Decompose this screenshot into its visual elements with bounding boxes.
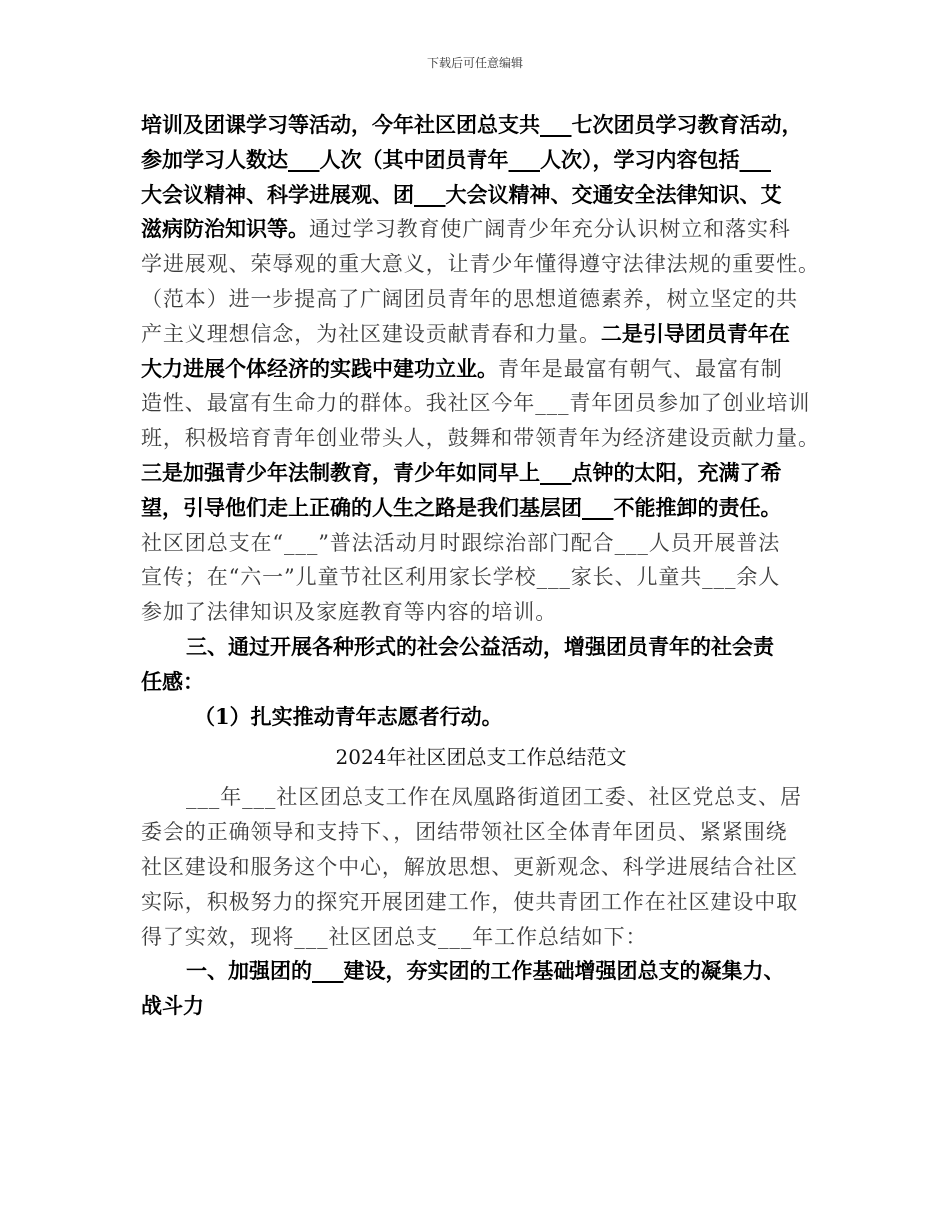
paragraph-line <box>141 212 821 247</box>
paragraph-line: （范本）进一步提高了广阔团员青年的思想道德素养，树立坚定的共 <box>141 286 798 311</box>
paragraph-line: 宣传；在“六一”儿童节社区利用家长学校___家长、儿童共___余人 <box>141 565 781 590</box>
paragraph-line: 参加学习人数达___人次（其中团员青年___人次），学习内容包括___ <box>141 146 771 172</box>
subsection-heading: （1）扎实推动青年志愿者行动。 <box>194 703 503 729</box>
paragraph-line: 社区建设和服务这个中心，解放思想、更新观念、科学进展结合社区 <box>141 854 798 879</box>
normal-run: 青年是最富有朝气、最富有制 <box>498 356 783 381</box>
page-header: 下载后可任意编辑 <box>426 56 523 70</box>
paragraph-line <box>141 317 821 352</box>
paragraph-line <box>141 352 821 387</box>
paragraph-line: 造性、最富有生命力的群体。我社区今年___青年团员参加了创业培训 <box>141 391 811 416</box>
section-heading: 一、加强团的___建设，夯实团的工作基础增强团总支的凝集力、 <box>186 958 785 984</box>
section-heading: 任感： <box>141 668 204 694</box>
paragraph-line: 社区团总支在“___”普法活动月时跟综治部门配合___人员开展普法 <box>141 530 781 555</box>
paragraph-line: 委会的正确领导和支持下、，团结带领社区全体青年团员、紧紧围绕 <box>141 820 788 845</box>
normal-run: 通过学习教育使广阔青少年充分认识树立和落实科 <box>309 217 791 242</box>
bold-run: 大力进展个体经济的实践中建功立业。 <box>141 355 498 381</box>
paragraph-line: 大会议精神、科学进展观、团___大会议精神、交通安全法律知识、艾 <box>141 181 782 207</box>
paragraph-line: 班，积极培育青年创业带头人，鼓舞和带领青年为经济建设贡献力量。 <box>141 426 820 451</box>
paragraph-line: 得了实效，现将___社区团总支___年工作总结如下： <box>141 924 648 949</box>
normal-run: 产主义理想信念，为社区建设贡献青春和力量。 <box>141 321 601 346</box>
document-body <box>141 108 821 1024</box>
paragraph-line: 实际，积极努力的探究开展团建工作，使共青团工作在社区建设中取 <box>141 889 798 914</box>
section-heading: 三、通过开展各种形式的社会公益活动，增强团员青年的社会责 <box>186 633 774 659</box>
bold-run: 滋病防治知识等。 <box>141 216 309 242</box>
paragraph-line: 学进展观、荣辱观的重大意义，让青少年懂得遵守法律法规的重要性。 <box>141 252 820 277</box>
paragraph-line: 三是加强青少年法制教育，青少年如同早上___点钟的太阳，充满了希 <box>141 459 782 485</box>
paragraph-line: ___年___社区团总支工作在凤凰路街道团工委、社区党总支、居 <box>186 785 802 810</box>
document-title: 2024年社区团总支工作总结范文 <box>335 745 627 770</box>
paragraph-line: 培训及团课学习等活动，今年社区团总支共___七次团员学习教育活动， <box>141 112 803 137</box>
paragraph-line: 望，引导他们走上正确的人生之路是我们基层团___不能推卸的责任。 <box>141 494 782 520</box>
paragraph-line: 参加了法律知识及家庭教育等内容的培训。 <box>141 600 558 625</box>
section-heading: 战斗力 <box>141 993 204 1019</box>
bold-run: 二是引导团员青年在 <box>600 320 790 346</box>
